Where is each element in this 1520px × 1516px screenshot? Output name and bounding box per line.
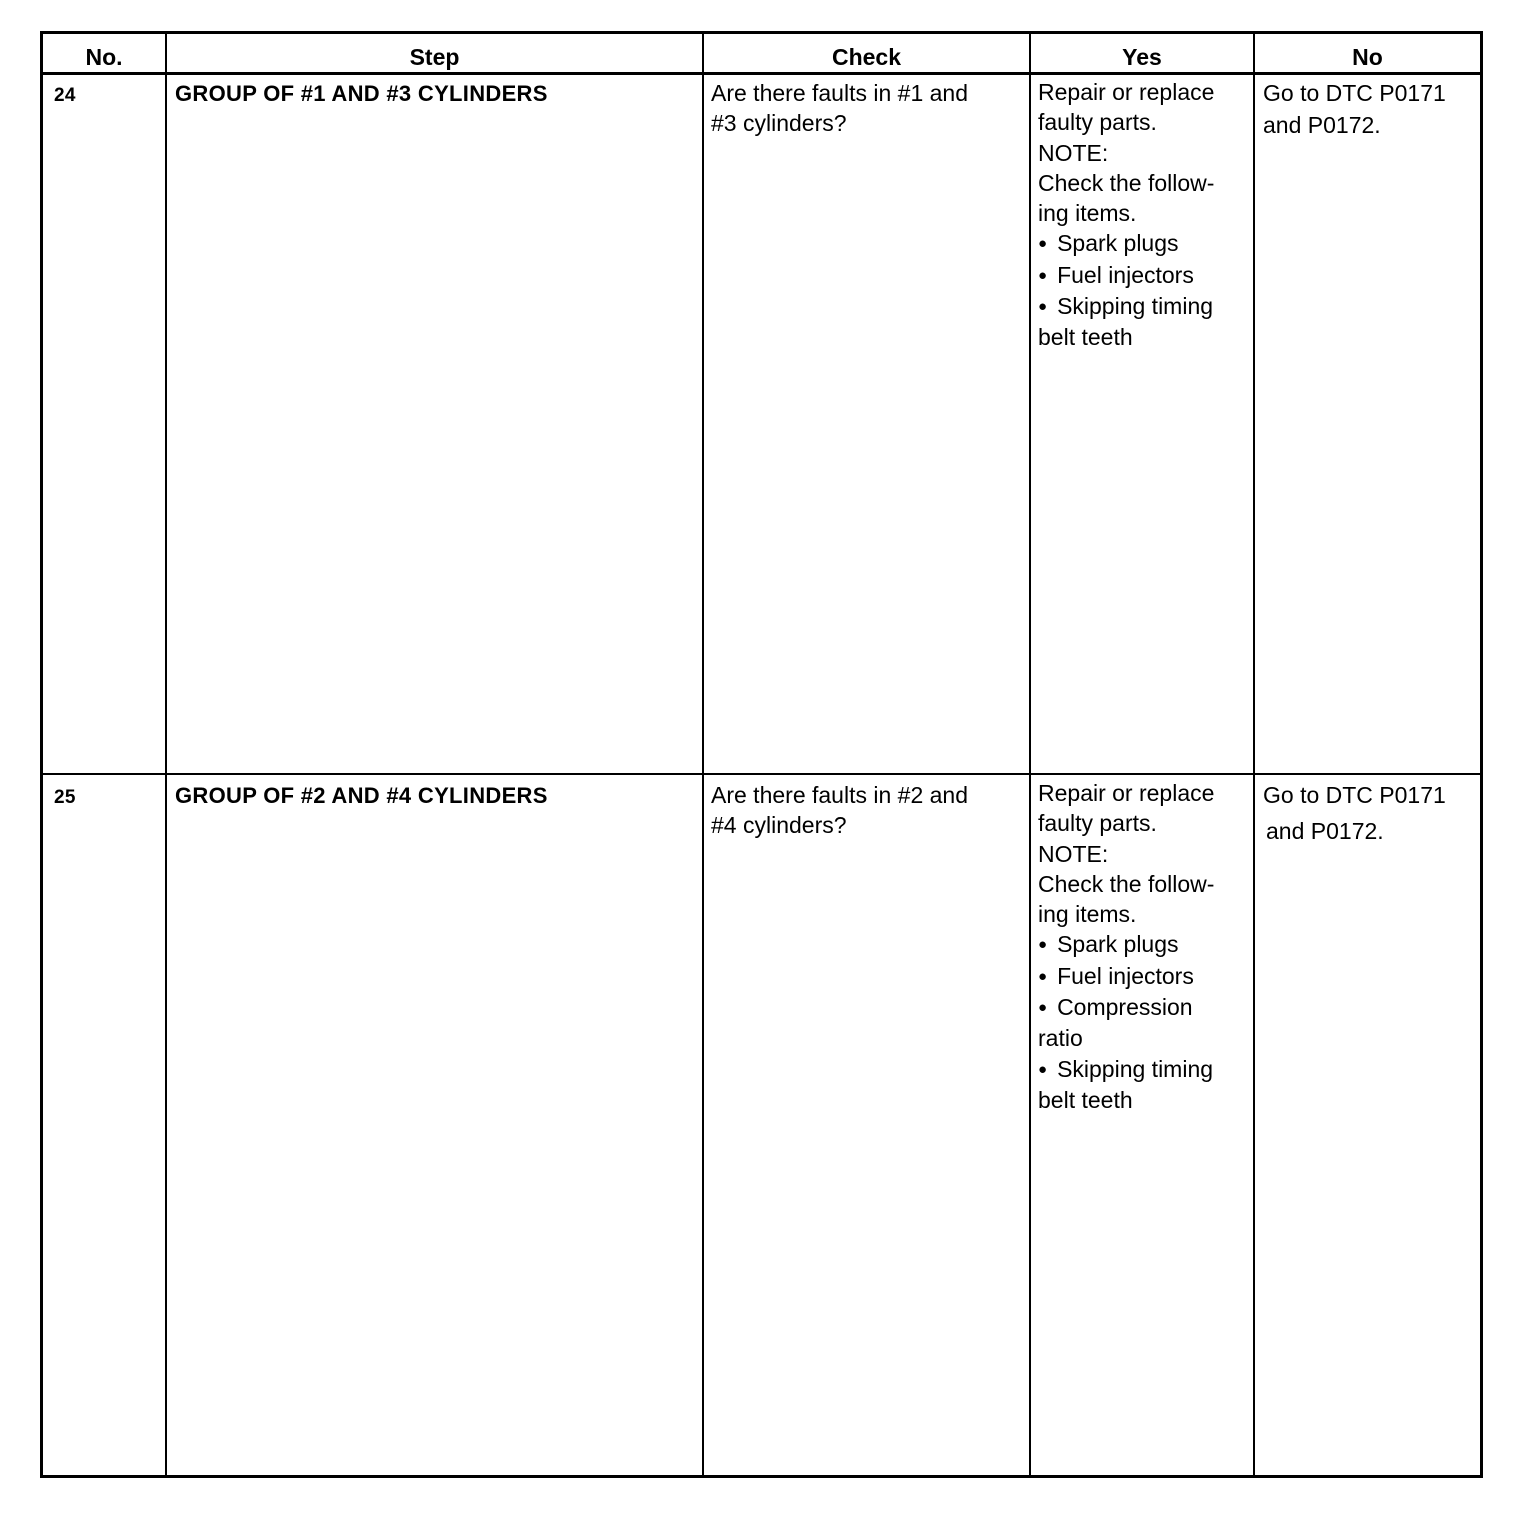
no-line: Go to DTC P0171: [1263, 782, 1446, 808]
yes-line: faulty parts.: [1038, 810, 1157, 837]
check-question: [711, 78, 968, 139]
yes-line: ratio: [1038, 1025, 1083, 1052]
bullet-item: ● Skipping timing: [1038, 1054, 1214, 1085]
header-no: No: [1352, 44, 1383, 70]
header-check: Check: [831, 44, 902, 70]
yes-line: Repair or replace: [1038, 780, 1215, 806]
check-question: [711, 780, 968, 841]
diagnostic-table: [40, 31, 1483, 1478]
yes-line: NOTE:: [1038, 139, 1109, 166]
check-line: #4 cylinders?: [711, 812, 847, 839]
yes-action: [1038, 778, 1214, 1115]
check-line: #3 cylinders?: [711, 110, 847, 137]
column-divider: [1253, 34, 1255, 1475]
yes-line: NOTE:: [1038, 840, 1109, 867]
no-action: [1263, 77, 1446, 141]
bullet-item: ● Fuel injectors: [1038, 961, 1214, 992]
row-number: 24: [54, 85, 76, 106]
column-divider: [165, 34, 167, 1475]
yes-line: ing items.: [1038, 901, 1137, 928]
yes-action: [1038, 77, 1214, 353]
header-no-number: No.: [85, 44, 123, 70]
header-yes: Yes: [1122, 44, 1162, 70]
header-step: Step: [409, 44, 460, 70]
yes-line: ing items.: [1038, 200, 1137, 227]
yes-line: faulty parts.: [1038, 109, 1157, 136]
column-divider: [1029, 34, 1031, 1475]
check-line: Are there faults in #2 and: [711, 782, 968, 808]
step-title: GROUP OF #1 AND #3 CYLINDERS: [175, 81, 548, 106]
bullet-item: ● Skipping timing: [1038, 291, 1214, 322]
check-line: Are there faults in #1 and: [711, 80, 968, 106]
row-number: 25: [54, 787, 76, 808]
row-divider: [43, 773, 1480, 775]
no-line: and P0172.: [1263, 112, 1381, 138]
yes-line: Repair or replace: [1038, 79, 1215, 105]
yes-line: belt teeth: [1038, 1086, 1133, 1113]
bullet-item: ● Spark plugs: [1038, 228, 1214, 259]
yes-line: Check the follow-: [1038, 870, 1215, 897]
yes-line: Check the follow-: [1038, 169, 1215, 196]
step-title: GROUP OF #2 AND #4 CYLINDERS: [175, 783, 548, 808]
bullet-item: ● Spark plugs: [1038, 929, 1214, 960]
column-divider: [702, 34, 704, 1475]
no-action: [1263, 777, 1446, 849]
yes-line: belt teeth: [1038, 324, 1133, 351]
bullet-item: ● Fuel injectors: [1038, 260, 1214, 291]
no-line: Go to DTC P0171: [1263, 80, 1446, 106]
bullet-item: ● Compression: [1038, 992, 1214, 1023]
no-line: and P0172.: [1266, 818, 1384, 844]
